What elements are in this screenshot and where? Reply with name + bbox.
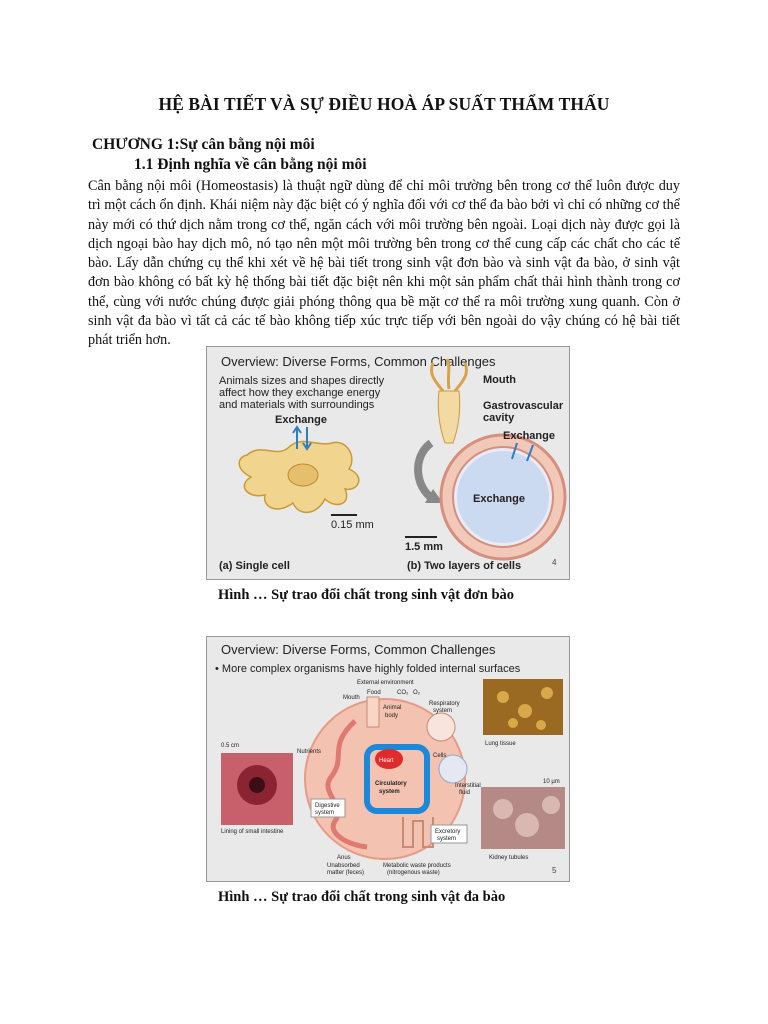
fig2-cells: Cells	[433, 753, 447, 759]
fig2-nutrients: Nutrients	[297, 749, 322, 755]
hydra-body	[438, 391, 460, 443]
fig2-lung-tissue: Lung tissue	[485, 741, 516, 747]
fig2-heading: Overview: Diverse Forms, Common Challenges	[221, 642, 496, 657]
section-heading: 1.1 Định nghĩa về cân bằng nội môi	[134, 156, 367, 173]
curved-arrow-icon	[418, 443, 433, 499]
fig2-animal-body-2: body	[385, 713, 399, 719]
fig2-circulatory-2: system	[379, 789, 400, 795]
fig1-scale-right: 1.5 mm	[405, 541, 443, 553]
fig2-scale-right: 10 µm	[543, 779, 560, 785]
fig2-co2: CO₂	[397, 690, 409, 696]
body-paragraph: Cân bằng nội môi (Homeostasis) là thuật ngữ dùng để chỉ môi trường bên trong cơ thể luôn được duy trì một cách ổn định. Khái niệm này đặc biệt có ý nghĩa đối với cơ thể đa bào bởi vì chỉ có những cơ thể này mới có thứ dịch nằm trong cơ thể, ngăn cách với môi trường bên ngoài. Loại dịch này được gọi là dịch ngoại bào hay dịch mô, nó tạo nên một môi trường bên trong cơ thể cung cấp các chất cho các tế bào. Lấy dẫn chứng cụ thể khi xét về hệ bài tiết trong sinh vật đơn bào và sinh vật đa bào, ở sinh vật đơn bào không có bất kỳ hệ thống bài tiết đặc biệt nên khi một sản phẩm chất thải hình thành trong cơ thể, cùng với nước chúng được giải phóng thông qua bề mặt cơ thể ra môi trường xung quanh. Còn ở sinh vật đa bào vì tất cả các tế bào không tiếp xúc trực tiếp với bên ngoài do vậy chúng có hệ bài tiết phát triển hơn.	[88, 178, 680, 349]
fig1-intro-2: affect how they exchange energy	[219, 387, 381, 399]
fig1-exchange-center: Exchange	[473, 493, 525, 505]
fig1-label-a: (a) Single cell	[219, 560, 290, 572]
chapter-heading: CHƯƠNG 1:Sự cân bằng nội môi	[92, 136, 315, 153]
fig2-digestive-2: system	[315, 810, 335, 816]
fig2-respiratory-2: system	[433, 708, 453, 714]
fig2-unabsorbed-2: matter (feces)	[327, 870, 365, 876]
figure2-caption: Hình … Sự trao đổi chất trong sinh vật đa bào	[218, 889, 506, 905]
fig2-metabolic-1: Metabolic waste products	[383, 863, 451, 869]
fig1-page-no: 4	[552, 558, 557, 567]
fig2-o2: O₂	[413, 690, 420, 696]
fig2-anus: Anus	[337, 855, 351, 861]
figure-single-cell	[206, 346, 570, 580]
fig2-mouth: Mouth	[343, 695, 360, 701]
fig1-exchange-right: Exchange	[503, 430, 555, 442]
fig1-scale-left: 0.15 mm	[331, 519, 374, 531]
fig2-digestive-1: Digestive	[315, 803, 340, 809]
fig1-gastro-1: Gastrovascular	[483, 400, 564, 412]
fig2-external-env: External environment	[357, 680, 414, 686]
fig1-label-b: (b) Two layers of cells	[407, 560, 522, 572]
fig1-gastro-2: cavity	[483, 412, 515, 424]
figure-multicellular	[206, 636, 570, 882]
fig1-exchange-left: Exchange	[275, 414, 327, 426]
fig2-lining: Lining of small intestine	[221, 829, 284, 835]
fig2-circulatory-1: Circulatory	[375, 781, 407, 787]
fig2-heart: Heart	[379, 758, 394, 764]
fig2-bullet: • More complex organisms have highly folded internal surfaces	[215, 663, 521, 675]
fig2-interstitial-1: Interstitial	[455, 783, 481, 789]
fig2-scale-left: 0.5 cm	[221, 743, 240, 749]
fig1-intro-1: Animals sizes and shapes directly	[219, 375, 385, 387]
fig1-heading: Overview: Diverse Forms, Common Challenges	[221, 354, 496, 369]
fig2-excretory-1: Excretory	[435, 829, 461, 835]
fig2-respiratory-1: Respiratory	[429, 701, 460, 707]
fig1-mouth: Mouth	[483, 374, 516, 386]
figure1-caption: Hình … Sự trao đổi chất trong sinh vật đơn bào	[218, 587, 515, 603]
fig2-animal-body-1: Animal	[383, 705, 402, 711]
fig2-food: Food	[367, 690, 381, 696]
document-title: HỆ BÀI TIẾT VÀ SỰ ĐIỀU HOÀ ÁP SUẤT THẨM THẤU	[158, 94, 610, 114]
fig2-interstitial-2: fluid	[459, 790, 471, 796]
fig2-excretory-2: system	[437, 836, 457, 842]
fig2-kidney: Kidney tubules	[489, 855, 529, 861]
fig2-page-no: 5	[552, 866, 557, 875]
lung-lobes	[427, 713, 455, 741]
fig2-unabsorbed-1: Unabsorbed	[327, 863, 360, 869]
fig2-metabolic-2: (nitrogenous waste)	[387, 870, 440, 876]
fig1-intro-3: and materials with surroundings	[219, 399, 375, 411]
cell-nucleus	[288, 464, 318, 486]
